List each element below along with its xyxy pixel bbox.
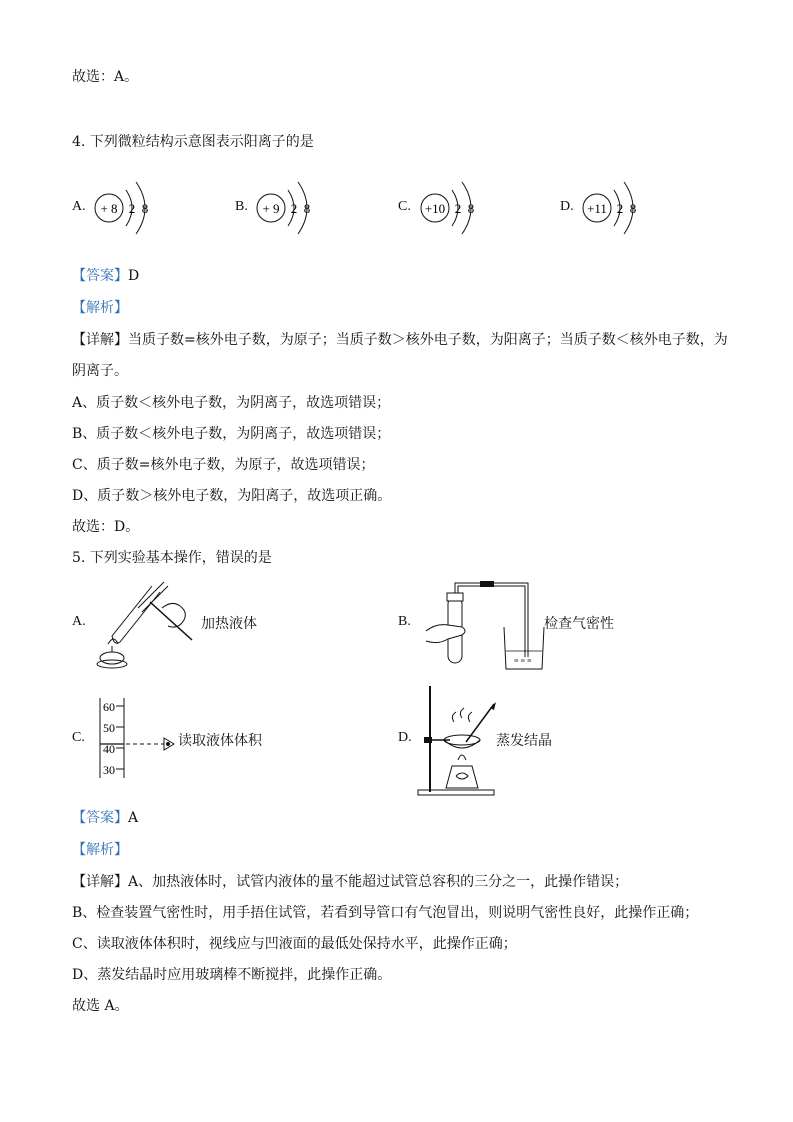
detail-5 bbox=[72, 871, 628, 891]
q5-option-a-figure bbox=[92, 578, 200, 670]
bubbles: ≡ ≡ ≡ bbox=[514, 656, 532, 665]
answer-choice-line: 故选：A。 bbox=[72, 69, 139, 85]
glass-rod bbox=[466, 704, 494, 742]
q5-option-b-figure bbox=[418, 577, 548, 673]
tick-label: 60 bbox=[103, 700, 115, 714]
rubber-joint bbox=[480, 581, 494, 587]
q4-explain-c: C、质子数=核外电子数，为原子，故选项错误； bbox=[72, 457, 375, 473]
q5-option-b-caption: 检查气密性 bbox=[544, 616, 614, 632]
alcohol-lamp-icon bbox=[446, 755, 478, 788]
q5-explain-d: D、蒸发结晶时应用玻璃棒不断搅拌，此操作正确。 bbox=[72, 967, 392, 983]
question-4-stem: 4. 下列微粒结构示意图表示阳离子的是 bbox=[72, 134, 314, 150]
answer-5 bbox=[72, 807, 138, 827]
tick-label: 40 bbox=[103, 742, 115, 756]
q5-option-b-letter: B. bbox=[398, 614, 411, 629]
delivery-tube bbox=[455, 581, 528, 657]
q4-explain-a: A、质子数＜核外电子数，为阴离子，故选项错误； bbox=[72, 395, 391, 411]
shell-1-electrons: 2 bbox=[290, 201, 298, 216]
q4-explain-b: B、质子数＜核外电子数，为阴离子，故选项错误； bbox=[72, 426, 391, 442]
q5-option-d-letter: D. bbox=[398, 730, 412, 745]
q5-option-c-caption: 读取液体体积 bbox=[178, 733, 262, 749]
answer-4 bbox=[72, 265, 139, 285]
shell-2-electrons: 8 bbox=[467, 201, 475, 216]
tick-label: 50 bbox=[103, 721, 115, 735]
detail-4 bbox=[72, 329, 728, 349]
nucleus-charge: +10 bbox=[424, 201, 446, 216]
q4-choice: 故选：D。 bbox=[72, 519, 140, 535]
q5-explain-b: B、检查装置气密性时，用手捂住试管，若看到导管口有气泡冒出，则说明气密性良好，此操作正确； bbox=[72, 905, 699, 921]
q5-option-a-letter: A. bbox=[72, 614, 86, 629]
shell-2-electrons: 8 bbox=[629, 201, 637, 216]
answer-4-label: 【答案】 bbox=[72, 268, 128, 284]
shell-1-electrons: 2 bbox=[616, 201, 624, 216]
q5-option-a-caption: 加热液体 bbox=[201, 616, 257, 632]
shell-1-electrons: 2 bbox=[128, 201, 136, 216]
detail-4-label: 【详解】 bbox=[72, 332, 128, 348]
q5-option-c-figure bbox=[94, 694, 178, 780]
detail-4-cont: 阴离子。 bbox=[72, 363, 128, 379]
q4-option-d-letter: D. bbox=[560, 199, 574, 214]
analysis-4-label: 【解析】 bbox=[72, 300, 128, 316]
shell-1-electrons: 2 bbox=[454, 201, 462, 216]
iron-stand bbox=[418, 686, 494, 795]
q4-option-b-letter: B. bbox=[235, 199, 248, 214]
shell-2-electrons: 8 bbox=[141, 201, 149, 216]
q5-option-d-figure bbox=[414, 682, 498, 798]
q4-option-c-diagram bbox=[418, 172, 488, 244]
tube-holder bbox=[138, 582, 164, 608]
answer-5-value: A bbox=[128, 810, 139, 826]
q4-option-d-diagram bbox=[580, 172, 650, 244]
analysis-5-label: 【解析】 bbox=[72, 842, 128, 858]
answer-4-value: D bbox=[128, 268, 140, 284]
shell-2-electrons: 8 bbox=[303, 201, 311, 216]
q5-choice: 故选 A。 bbox=[72, 998, 129, 1014]
nucleus-charge: +11 bbox=[587, 201, 607, 216]
detail-5-text: A、加热液体时，试管内液体的量不能超过试管总容积的三分之一，此操作错误； bbox=[128, 874, 629, 890]
q4-option-a-diagram bbox=[92, 172, 162, 244]
q5-option-c-letter: C. bbox=[72, 730, 85, 745]
q4-option-a-letter: A. bbox=[72, 199, 86, 214]
q4-option-b-diagram bbox=[254, 172, 324, 244]
stopper bbox=[447, 593, 463, 601]
nucleus-charge: + 8 bbox=[100, 201, 118, 216]
test-tube bbox=[112, 582, 192, 643]
detail-5-label: 【详解】 bbox=[72, 874, 128, 890]
hand-icon bbox=[426, 625, 465, 643]
tick-label: 30 bbox=[103, 763, 115, 777]
answer-5-label: 【答案】 bbox=[72, 810, 128, 826]
nucleus-charge: + 9 bbox=[262, 201, 280, 216]
steam-icon bbox=[452, 708, 472, 722]
alcohol-lamp-icon bbox=[97, 639, 127, 668]
q5-explain-c: C、读取液体体积时，视线应与凹液面的最低处保持水平，此操作正确； bbox=[72, 936, 517, 952]
detail-4-text: 当质子数=核外电子数，为原子；当质子数＞核外电子数，为阳离子；当质子数＜核外电子数，为 bbox=[128, 332, 728, 348]
q5-option-d-caption: 蒸发结晶 bbox=[496, 733, 552, 749]
beaker-icon bbox=[504, 627, 544, 669]
evaporating-dish bbox=[444, 735, 480, 748]
q4-explain-d: D、质子数＞核外电子数，为阳离子，故选项正确。 bbox=[72, 488, 392, 504]
q4-option-c-letter: C. bbox=[398, 199, 411, 214]
question-5-stem: 5. 下列实验基本操作，错误的是 bbox=[72, 550, 272, 566]
